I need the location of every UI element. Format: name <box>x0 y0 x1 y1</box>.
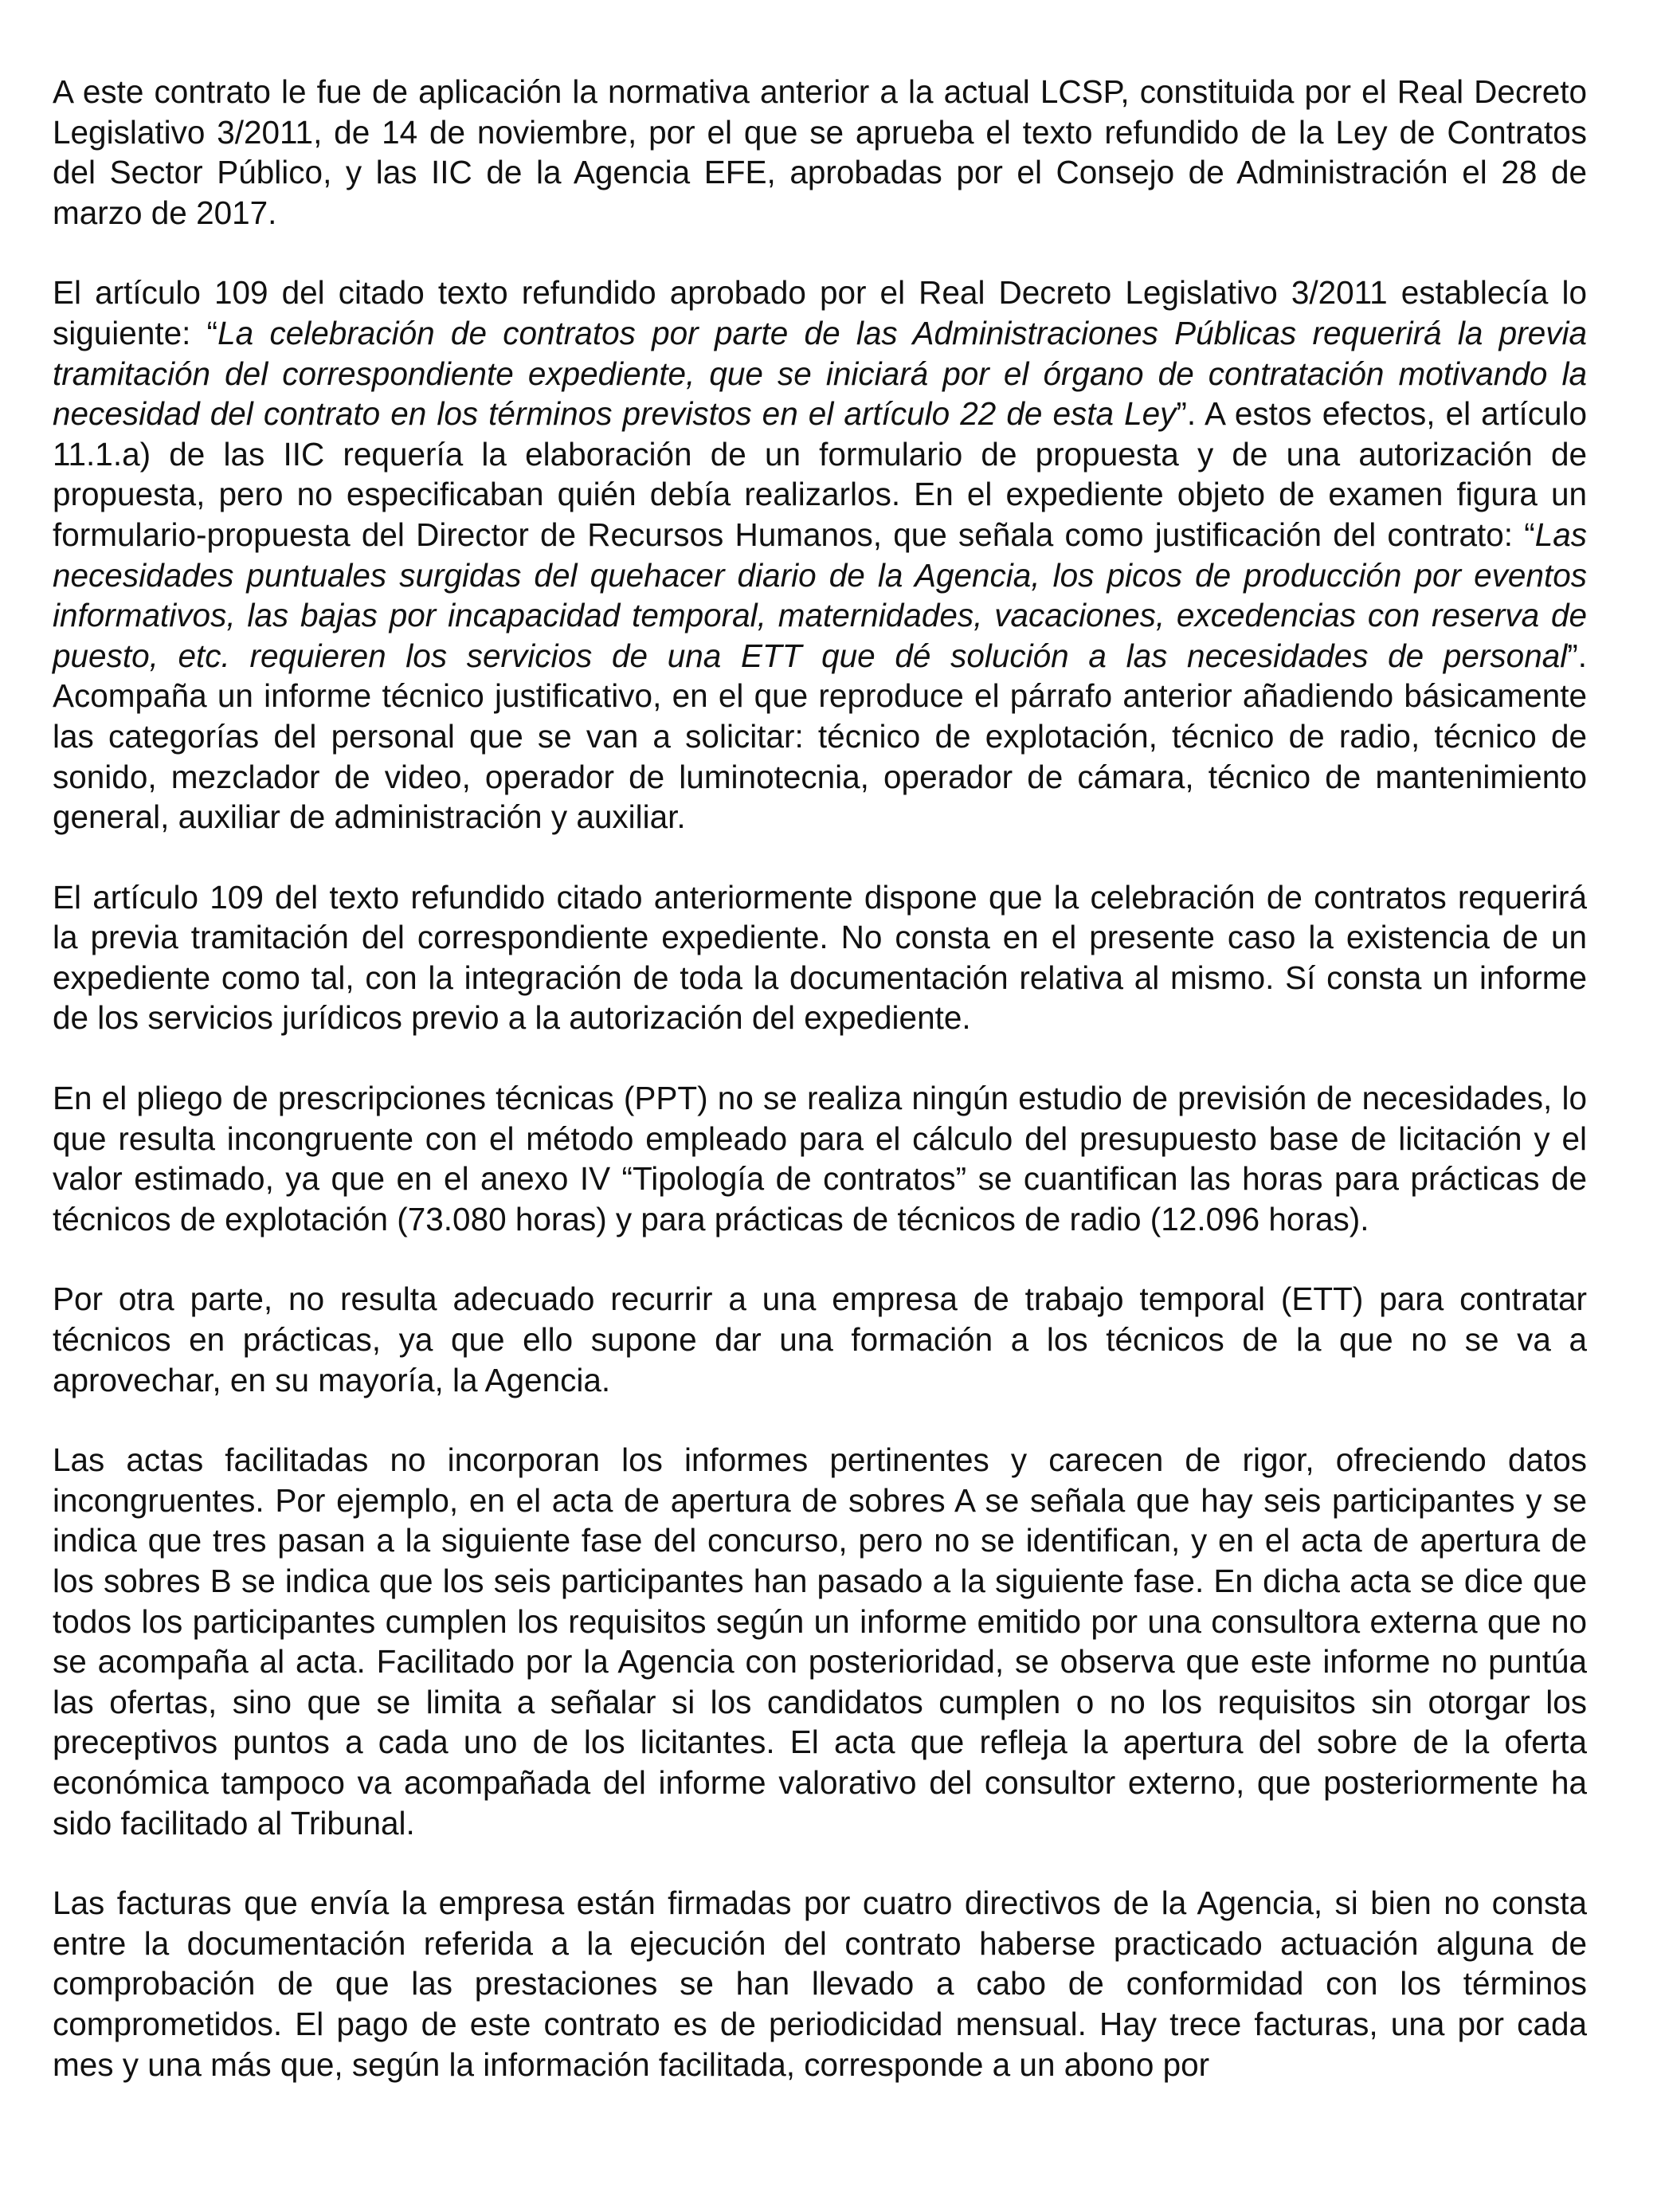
paragraph-6 <box>53 1440 1587 1843</box>
paragraph-text: El artículo 109 del texto refundido citado anteriormente dispone que la celebración de contratos requerirá la previa tramitación del correspondiente expediente. No consta en el presente caso la existencia de un expediente como tal, con la integración de toda la documentación relativa al mismo. Sí consta un informe de los servicios jurídicos previo a la autorización del expediente. <box>53 878 1587 1037</box>
document-page <box>53 72 1587 2124</box>
paragraph-text: Por otra parte, no resulta adecuado recurrir a una empresa de trabajo temporal (ETT) para contratar técnicos en prácticas, ya que ello supone dar una formación a los técnicos de la que no se va a aprovechar, en su mayoría, la Agencia. <box>53 1281 1587 1398</box>
paragraph-5 <box>53 1279 1587 1400</box>
paragraph-7 <box>53 1883 1587 2085</box>
paragraph-1 <box>53 72 1587 233</box>
paragraph-4 <box>53 1078 1587 1239</box>
paragraph-text: ”. A estos efectos, el artículo 11.1.a) de las IIC requería la elaboración de un formulario de propuesta y de una autorización de propuesta, pero no especificaban quién debía realizarlos. En el expediente objeto de examen figura un formulario-propuesta del Director de Recursos Humanos, que señala como justificación del contrato: “ <box>53 395 1587 553</box>
paragraph-text: A este contrato le fue de aplicación la normativa anterior a la actual LCSP, constituida por el Real Decreto Legislativo 3/2011, de 14 de noviembre, por el que se aprueba el texto refundido de la Ley de Contratos del Sector Público, y las IIC de la Agencia EFE, aprobadas por el Consejo de Administración el 28 de marzo de 2017. <box>53 73 1587 231</box>
paragraph-3 <box>53 877 1587 1038</box>
legal-quote: La celebración de contratos por parte de las Administraciones Públicas requerirá la previa tramitación del correspondiente expediente, que se iniciará por el órgano de contratación motivando la necesidad del contrato en los términos previstos en el artículo 22 de esta Ley <box>53 314 1587 433</box>
paragraph-text: En el pliego de prescripciones técnicas (PPT) no se realiza ningún estudio de previsión de necesidades, lo que resulta incongruente con el método empleado para el cálculo del presupuesto base de licitación y el valor estimado, ya que en el anexo IV “Tipología de contratos” se cuantifican las horas para prácticas de técnicos de explotación (73.080 horas) y para prácticas de técnicos de radio (12.096 horas). <box>53 1080 1587 1237</box>
paragraph-text: ”. Acompaña un informe técnico justificativo, en el que reproduce el párrafo anterior añadiendo básicamente las categorías del personal que se van a solicitar: técnico de explotación, técnico de radio, técnico de sonido, mezclador de video, operador de luminotecnia, operador de cámara, técnico de mantenimiento general, auxiliar de administración y auxiliar. <box>53 637 1587 836</box>
paragraph-text: Las actas facilitadas no incorporan los informes pertinentes y carecen de rigor, ofreciendo datos incongruentes. Por ejemplo, en el acta de apertura de sobres A se señala que hay seis participantes y se indica que tres pasan a la siguiente fase del concurso, pero no se identifican, y en el acta de apertura de los sobres B se indica que los seis participantes han pasado a la siguiente fase. En dicha acta se dice que todos los participantes cumplen los requisitos según un informe emitido por una consultora externa que no se acompaña al acta. Facilitado por la Agencia con posterioridad, se observa que este informe no puntúa las ofertas, sino que se limita a señalar si los candidatos cumplen o no los requisitos sin otorgar los preceptivos puntos a cada uno de los licitantes. El acta que refleja la apertura del sobre de la oferta económica tampoco va acompañada del informe valorativo del consultor externo, que posteriormente ha sido facilitado al Tribunal. <box>53 1441 1587 1841</box>
paragraph-text: Las facturas que envía la empresa están firmadas por cuatro directivos de la Agencia, si bien no consta entre la documentación referida a la ejecución del contrato haberse practicado actuación alguna de comprobación de que las prestaciones se han llevado a cabo de conformidad con los términos comprometidos. El pago de este contrato es de periodicidad mensual. Hay trece facturas, una por cada mes y una más que, según la información facilitada, corresponde a un abono por <box>53 1885 1587 2083</box>
paragraph-text: El artículo 109 del citado texto refundido aprobado por el Real Decreto Legislativo 3/2011 establecía lo siguiente: “ <box>53 274 1587 351</box>
justification-quote: Las necesidades puntuales surgidas del quehacer diario de la Agencia, los picos de producción por eventos informativos, las bajas por incapacidad temporal, maternidades, vacaciones, excedencias con reserva de puesto, etc. requieren los servicios de una ETT que dé solución a las necesidades de personal <box>53 516 1587 674</box>
paragraph-2 <box>53 273 1587 837</box>
